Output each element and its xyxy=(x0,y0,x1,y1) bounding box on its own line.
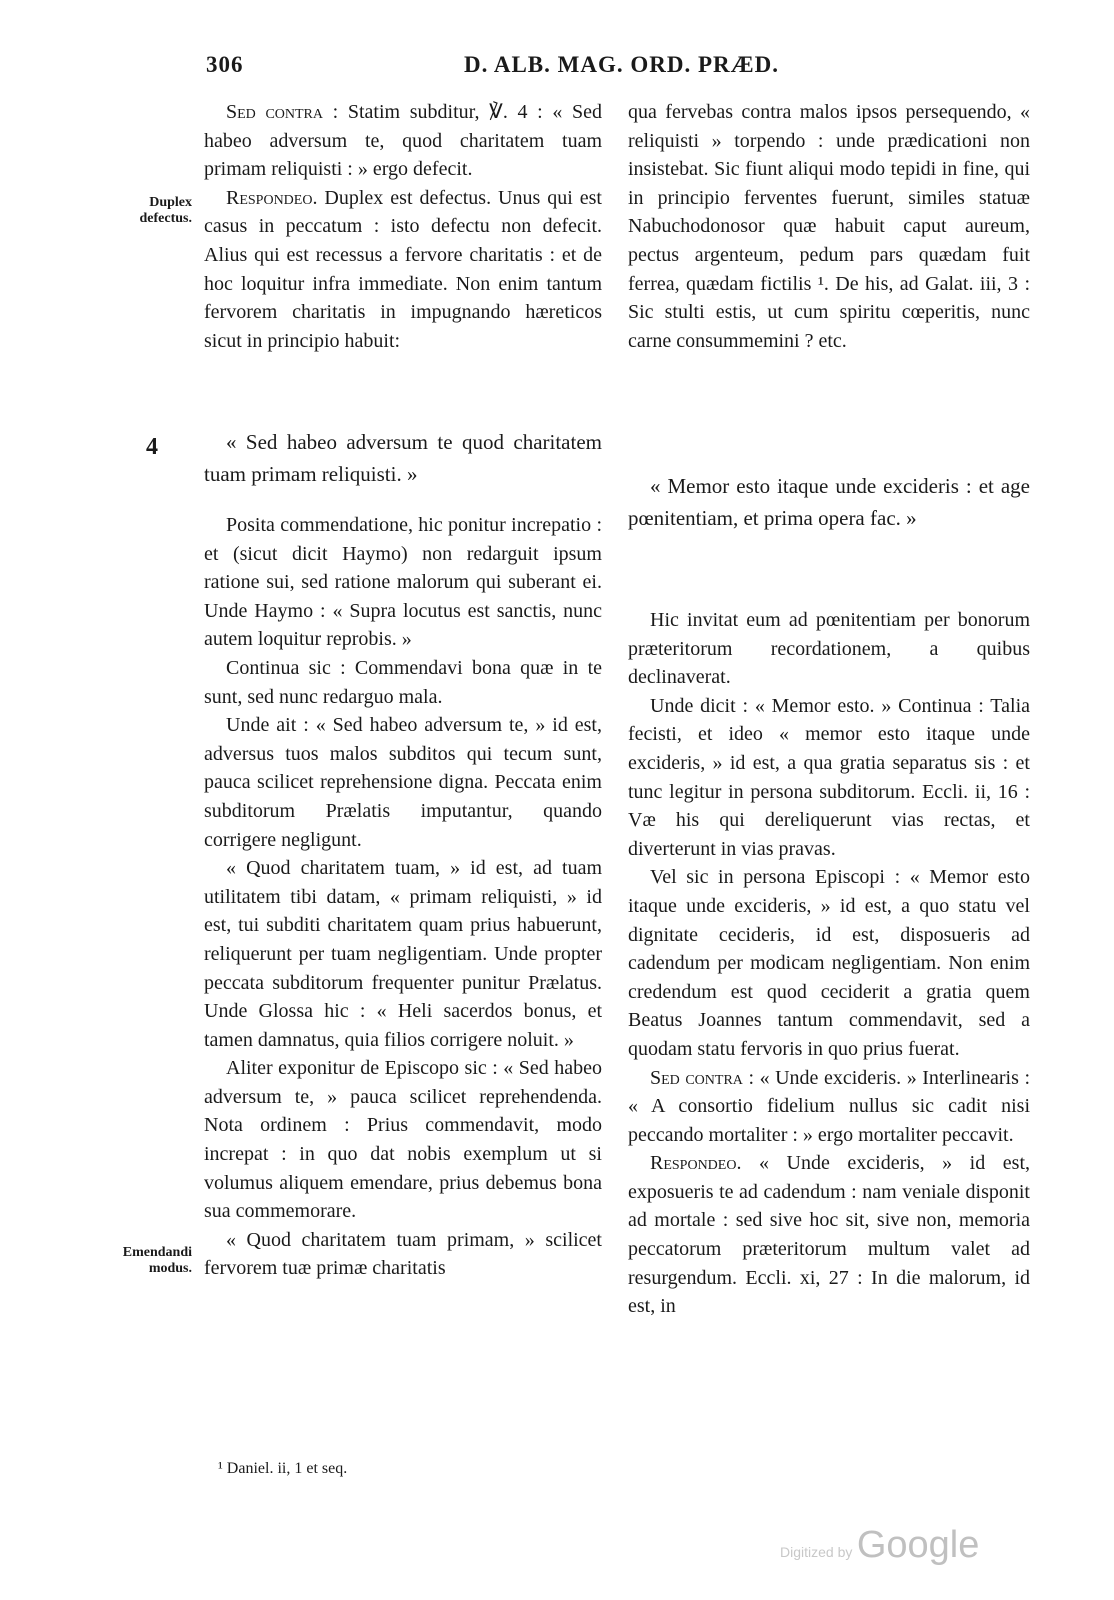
right-column-top xyxy=(628,98,1030,355)
right-paragraph-1: Hic invitat eum ad pœnitentiam per bonorum præteritorum recordationem, a quibus declinaverat. xyxy=(628,609,1030,689)
digitized-watermark xyxy=(780,1524,979,1567)
sed-contra-text-2: : « Unde excideris. » Interlinearis : « A consortio fidelium nullus sic cadit nisi peccando mortaliter : » ergo mortaliter peccavit. xyxy=(628,1066,1031,1146)
sed-contra-label: Sed contra xyxy=(226,101,323,123)
verse-number: 4 xyxy=(146,434,158,460)
margin-note-emendandi: Emendandi modus. xyxy=(122,1245,192,1276)
left-column-top xyxy=(204,98,602,355)
left-column-body xyxy=(204,511,602,1283)
page-number: 306 xyxy=(206,52,244,77)
left-lemma xyxy=(204,426,602,490)
left-lemma-text: « Sed habeo adversum te quod charitatem tuam primam reliquisti. » xyxy=(204,430,602,486)
running-title: D. ALB. MAG. ORD. PRÆD. xyxy=(464,52,779,77)
right-paragraph-5 xyxy=(628,1149,1030,1321)
right-paragraph-4 xyxy=(628,1064,1030,1150)
right-continuation-paragraph: qua fervebas contra malos ipsos persequendo, « reliquisti » torpendo : unde prædicationi non insistebat. Sic fiunt aliqui modo tepidi in fine, qui in principio ferventes fuerunt, similes statuæ Nabuchodonosor quæ habuit caput aureum, pectus argenteum, pedum pars quædam fuit ferrea, quædam fictilis ¹. De his, ad Galat. iii, 3 : Sic stulti estis, ut cum spiritu cœperitis, nunc carne consummemini ? etc. xyxy=(628,101,1030,352)
respondeo-label: Respondeo xyxy=(226,186,313,209)
respondeo-text: . Duplex est defectus. Unus qui est casus in peccatum : isto defectu non defecit. Alius qui est recessus a fervore charitatis : et de hoc loquitur infra immediate. Non enim tantum fervorem charitatis in impugnando hæreticos sicut in principio habuit: xyxy=(204,186,602,352)
left-paragraph-3: Unde ait : « Sed habeo adversum te, » id est, adversus tuos malos subditos qui tecum sunt, pauca scilicet reprehensione digna. Peccata enim subditorum Prælatis imputantur, quando corrigere negligunt. xyxy=(204,714,602,851)
right-lemma-text: « Memor esto itaque unde excideris : et age pœnitentiam, et prima opera fac. » xyxy=(628,474,1030,530)
google-logo: Google xyxy=(856,1524,980,1566)
left-paragraph-1: Posita commendatione, hic ponitur increpatio : et (sicut dicit Haymo) non redarguit ipsum ratione sui, sed ratione malorum qui suberant ei. Unde Haymo : « Supra locutus est sanctis, nunc autem loquitur reprobis. » xyxy=(204,514,602,651)
right-column-body xyxy=(628,606,1030,1321)
right-lemma xyxy=(628,470,1030,534)
right-paragraph-2: Unde dicit : « Memor esto. » Continua : Talia fecisti, et ideo « memor esto itaque unde excideris, » id est, a qua gratia separatus sis : et tunc legitur in persona subditorum. Eccli. ii, 16 : Væ his qui dereliquerunt vias rectas, et diverterunt in vias pravas. xyxy=(628,694,1030,860)
respondeo-text-2: . « Unde excideris, » id est, exposueris te ad cadendum : nam veniale disponit ad mortale : sed sive hoc sit, sive non, memoria peccatorum præteritorum multum valet ad resurgendum. Eccli. xi, 27 : In die malorum, id est, in xyxy=(628,1152,1030,1318)
sed-contra-paragraph xyxy=(204,98,602,184)
running-header xyxy=(0,52,1114,86)
left-paragraph-2: Continua sic : Commendavi bona quæ in te sunt, sed nunc redarguo mala. xyxy=(204,656,602,708)
left-paragraph-6: « Quod charitatem tuam primam, » scilicet fervorem tuæ primæ charitatis xyxy=(204,1228,602,1280)
respondeo-paragraph xyxy=(204,184,602,356)
margin-note-duplex: Duplex defectus. xyxy=(139,195,192,226)
respondeo-label-2: Respondeo xyxy=(650,1152,737,1175)
right-paragraph-3: Vel sic in persona Episcopi : « Memor esto itaque unde excideris, » id est, a quo statu vel dignitate cecideris, id est, disposueris ad cadendum per modicam negligentiam. Non enim credendum est quod ceciderit a gratia quem Beatus Joannes tantum commendavit, sed a quodam statu fervoris in quo prius fuerat. xyxy=(628,866,1030,1060)
footnote: ¹ Daniel. ii, 1 et seq. xyxy=(218,1460,348,1477)
left-paragraph-4: « Quod charitatem tuam, » id est, ad tuam utilitatem tibi datam, « primam reliquisti, » id est, tui subditi charitatem quam prius habuerunt, reliquerunt per tuam negligentiam. Unde propter peccata subditorum frequenter punitur Prælatus. Unde Glossa hic : « Heli sacerdos bonus, et tamen damnatus, quia filios corrigere noluit. » xyxy=(204,857,602,1051)
left-paragraph-5: Aliter exponitur de Episcopo sic : « Sed habeo adversum te, » pauca scilicet reprehendenda. Nota ordinem : Prius commendavit, modo increpat : in quo dat nobis exemplum ut si volumus aliquem emendare, prius debemus bona sua commemorare. xyxy=(204,1057,602,1223)
sed-contra-text: : Statim subditur, ℣. 4 : « Sed habeo adversum te, quod charitatem tuam primam reliquisti : » ergo defecit. xyxy=(204,101,602,181)
sed-contra-label-2: Sed contra xyxy=(650,1066,743,1089)
digitized-prefix: Digitized by xyxy=(780,1544,853,1560)
